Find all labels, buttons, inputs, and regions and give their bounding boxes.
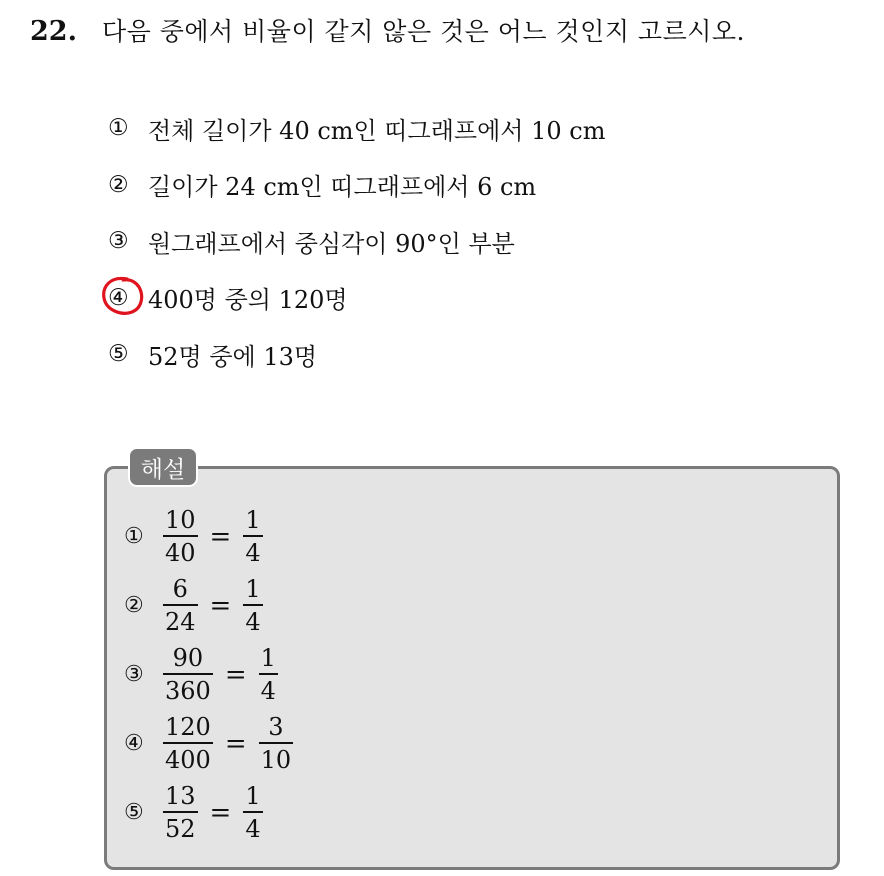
solution-marker: ② xyxy=(124,593,144,618)
solution-marker: ⑤ xyxy=(124,800,144,825)
denominator: 360 xyxy=(165,677,211,705)
numerator: 3 xyxy=(268,713,284,741)
equals-sign: = xyxy=(224,659,247,690)
left-fraction xyxy=(163,715,213,772)
left-fraction xyxy=(163,577,198,634)
question-heading xyxy=(30,12,745,48)
choice-marker: ⑤ xyxy=(108,341,129,368)
choice-3[interactable] xyxy=(108,213,605,270)
numerator: 1 xyxy=(245,782,261,810)
choice-text: 원그래프에서 중심각이 90°인 부분 xyxy=(148,229,515,258)
denominator: 4 xyxy=(245,815,261,843)
solution-row-1 xyxy=(124,502,296,571)
choice-text: 52명 중에 13명 xyxy=(148,342,318,371)
left-fraction xyxy=(163,784,198,841)
numerator: 120 xyxy=(165,713,211,741)
solution-marker: ③ xyxy=(124,662,144,687)
equals-sign: = xyxy=(209,521,232,552)
solution-marker: ④ xyxy=(124,731,144,756)
numerator: 10 xyxy=(165,506,196,534)
numerator: 1 xyxy=(260,644,276,672)
numerator: 1 xyxy=(245,506,261,534)
question-number: 22. xyxy=(30,16,77,47)
solution-tab-label: 해설 xyxy=(128,447,198,487)
choice-4[interactable] xyxy=(108,270,605,327)
choice-marker: ③ xyxy=(108,228,129,255)
denominator: 10 xyxy=(260,746,292,774)
denominator: 400 xyxy=(165,746,211,774)
question-text: 다음 중에서 비율이 같지 않은 것은 어느 것인지 고르시오. xyxy=(102,17,745,46)
choice-marker: ② xyxy=(108,171,129,198)
left-fraction xyxy=(163,646,213,703)
denominator: 4 xyxy=(260,677,276,705)
denominator: 40 xyxy=(165,539,196,567)
choice-5[interactable] xyxy=(108,326,605,383)
equals-sign: = xyxy=(224,728,247,759)
choice-text: 400명 중의 120명 xyxy=(148,286,348,315)
solution-row-5 xyxy=(124,778,296,847)
numerator: 6 xyxy=(172,575,188,603)
numerator: 1 xyxy=(245,575,261,603)
right-fraction xyxy=(243,508,262,565)
solution-marker: ① xyxy=(124,524,144,549)
solution-row-4 xyxy=(124,709,296,778)
choice-2[interactable] xyxy=(108,157,605,214)
choice-text: 전체 길이가 40 cm인 띠그래프에서 10 cm xyxy=(148,116,606,145)
left-fraction xyxy=(163,508,198,565)
numerator: 13 xyxy=(165,782,196,810)
right-fraction xyxy=(243,784,262,841)
solution-row-2 xyxy=(124,571,296,640)
choice-text: 길이가 24 cm인 띠그래프에서 6 cm xyxy=(148,173,537,202)
numerator: 90 xyxy=(172,644,204,672)
denominator: 4 xyxy=(245,608,261,636)
denominator: 52 xyxy=(165,815,196,843)
choice-marker: ① xyxy=(108,115,129,142)
choice-1[interactable] xyxy=(108,100,605,157)
equals-sign: = xyxy=(209,590,232,621)
denominator: 24 xyxy=(165,608,196,636)
choice-marker: ④ xyxy=(108,284,129,311)
right-fraction xyxy=(243,577,262,634)
right-fraction xyxy=(259,715,294,772)
equals-sign: = xyxy=(209,797,232,828)
denominator: 4 xyxy=(245,539,261,567)
solution-row-3 xyxy=(124,640,296,709)
choice-list xyxy=(108,100,605,383)
solution-rows xyxy=(124,502,296,847)
right-fraction xyxy=(259,646,278,703)
